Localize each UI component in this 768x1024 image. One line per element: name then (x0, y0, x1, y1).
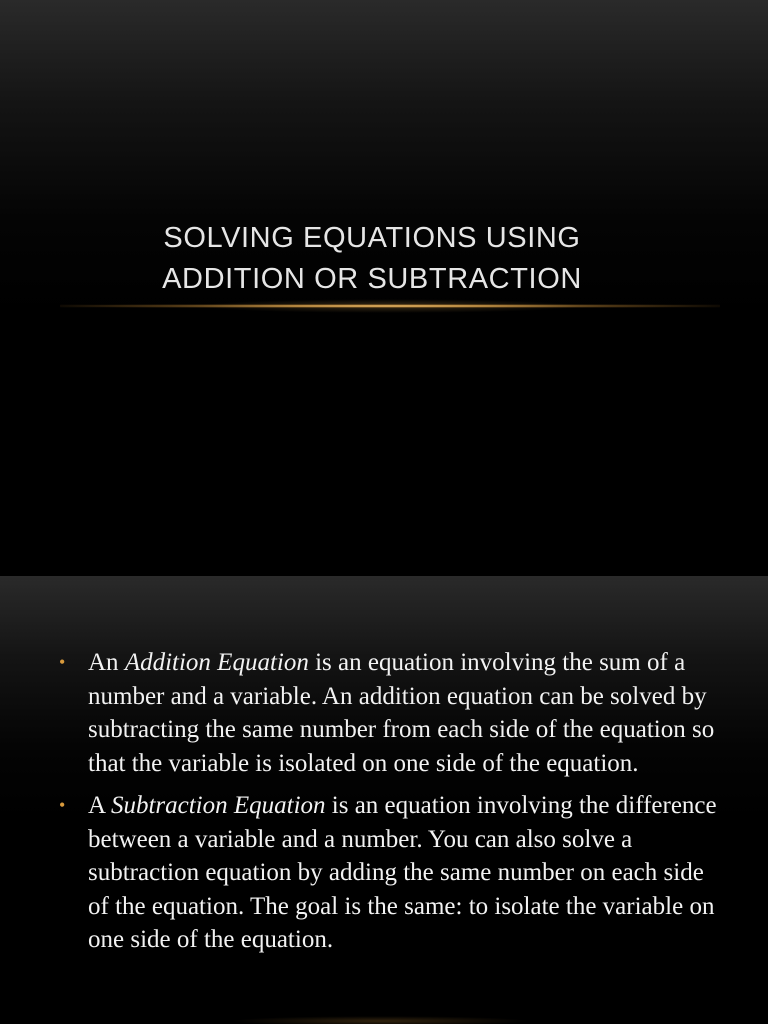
bullet-text: is an equation involving the difference between a variable and a number. You can also solve a subtraction equation by adding the same number on each side of the equation. The goal is the same: to isolate the variable on one side of the equation. (88, 792, 717, 953)
slide-title-line-2: ADDITION OR SUBTRACTION (162, 263, 582, 295)
footer-underline-glow (230, 1016, 530, 1024)
slide-title-line-1: SOLVING EQUATIONS USING (163, 222, 581, 254)
bullet-term: Subtraction Equation (110, 792, 326, 819)
bullet-prefix: An (88, 649, 125, 676)
slide-title (0, 218, 744, 300)
bullet-icon: • (59, 652, 66, 672)
bullet-list (58, 646, 718, 966)
bullet-item-addition-equation (58, 646, 718, 780)
content-slide (0, 576, 768, 1024)
bullet-text: is an equation involving the sum of a number and a variable. An addition equation can be solved by subtracting the same number from each side of the equation so that the variable is isolated on one side of the equation. (88, 649, 715, 777)
bullet-term: Addition Equation (124, 649, 309, 676)
bullet-icon: • (59, 795, 66, 815)
title-underline (60, 304, 720, 308)
bullet-item-subtraction-equation (58, 789, 718, 957)
bullet-prefix: A (88, 792, 111, 819)
